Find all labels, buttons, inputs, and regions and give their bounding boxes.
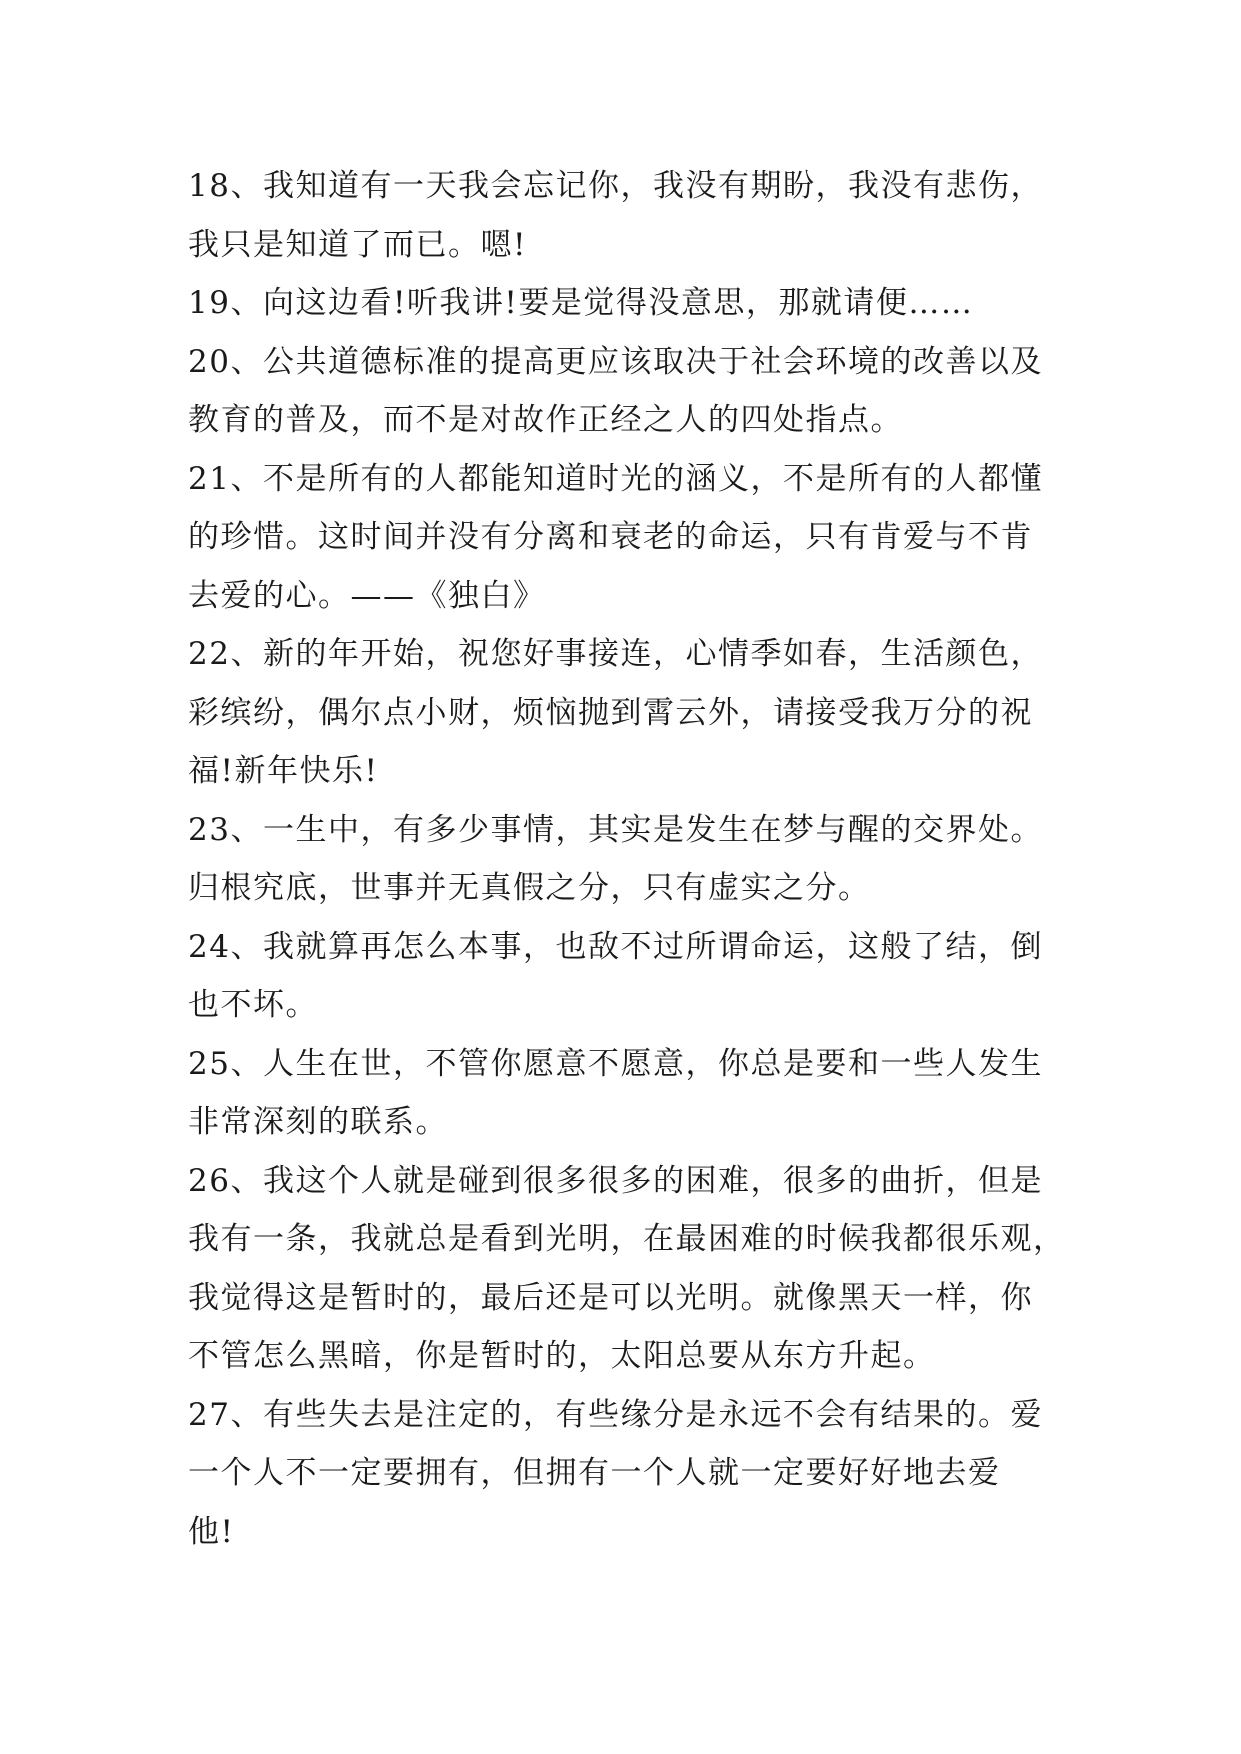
quote-line: 的珍惜。这时间并没有分离和衰老的命运，只有肯爱与不肯: [188, 519, 1033, 555]
quote-line: 25、人生在世，不管你愿意不愿意，你总是要和一些人发生: [188, 1045, 1043, 1082]
quote-line: 18、我知道有一天我会忘记你，我没有期盼，我没有悲伤，: [188, 168, 1043, 204]
quote-entry-18: [188, 157, 1068, 274]
quote-entry-22: [188, 625, 1068, 801]
quote-entry-23: [188, 801, 1068, 918]
quote-line: 归根究底，世事并无真假之分，只有虚实之分。: [188, 870, 871, 906]
quote-line: 福!新年快乐!: [188, 753, 379, 789]
quote-line: 20、公共道德标准的提高更应该取决于社会环境的改善以及: [188, 343, 1043, 380]
quote-line: 一个人不一定要拥有，但拥有一个人就一定要好好地去爱: [188, 1455, 1001, 1491]
quote-line: 22、新的年开始，祝您好事接连，心情季如春，生活颜色，: [188, 636, 1043, 672]
quote-line: 我觉得这是暂时的，最后还是可以光明。就像黑天一样，你: [188, 1279, 1033, 1316]
quote-line: 21、不是所有的人都能知道时光的涵义，不是所有的人都懂: [188, 460, 1043, 497]
quote-line: 我只是知道了而已。嗯!: [188, 226, 527, 263]
quote-line: 教育的普及，而不是对故作正经之人的四处指点。: [188, 402, 903, 438]
quote-line: 他!: [188, 1513, 235, 1550]
quote-entry-20: [188, 333, 1068, 450]
quote-line: 彩缤纷，偶尔点小财，烦恼抛到霄云外，请接受我万分的祝: [188, 694, 1033, 731]
quote-line: 23、一生中，有多少事情，其实是发生在梦与醒的交界处。: [188, 811, 1043, 848]
quote-line: 去爱的心。——《独白》: [188, 577, 546, 614]
quote-entry-27: [188, 1386, 1068, 1562]
quote-line: 27、有些失去是注定的，有些缘分是永远不会有结果的。爱: [188, 1396, 1043, 1433]
quote-entry-25: [188, 1035, 1068, 1152]
quote-entry-26: [188, 1152, 1068, 1386]
quote-line: 不管怎么黑暗，你是暂时的，太阳总要从东方升起。: [188, 1338, 936, 1374]
quote-entry-21: [188, 450, 1068, 626]
document-body: [188, 157, 1068, 1561]
quote-line: 26、我这个人就是碰到很多很多的困难，很多的曲折，但是: [188, 1162, 1043, 1199]
quote-line: 19、向这边看!听我讲!要是觉得没意思，那就请便……: [188, 285, 974, 321]
quote-line: 非常深刻的联系。: [188, 1104, 448, 1140]
quote-entry-19: [188, 274, 1068, 333]
quote-line: 我有一条，我就总是看到光明，在最困难的时候我都很乐观，: [188, 1221, 1066, 1257]
quote-entry-24: [188, 918, 1068, 1035]
quote-line: 也不坏。: [188, 987, 318, 1023]
quote-line: 24、我就算再怎么本事，也敌不过所谓命运，这般了结，倒: [188, 928, 1043, 965]
